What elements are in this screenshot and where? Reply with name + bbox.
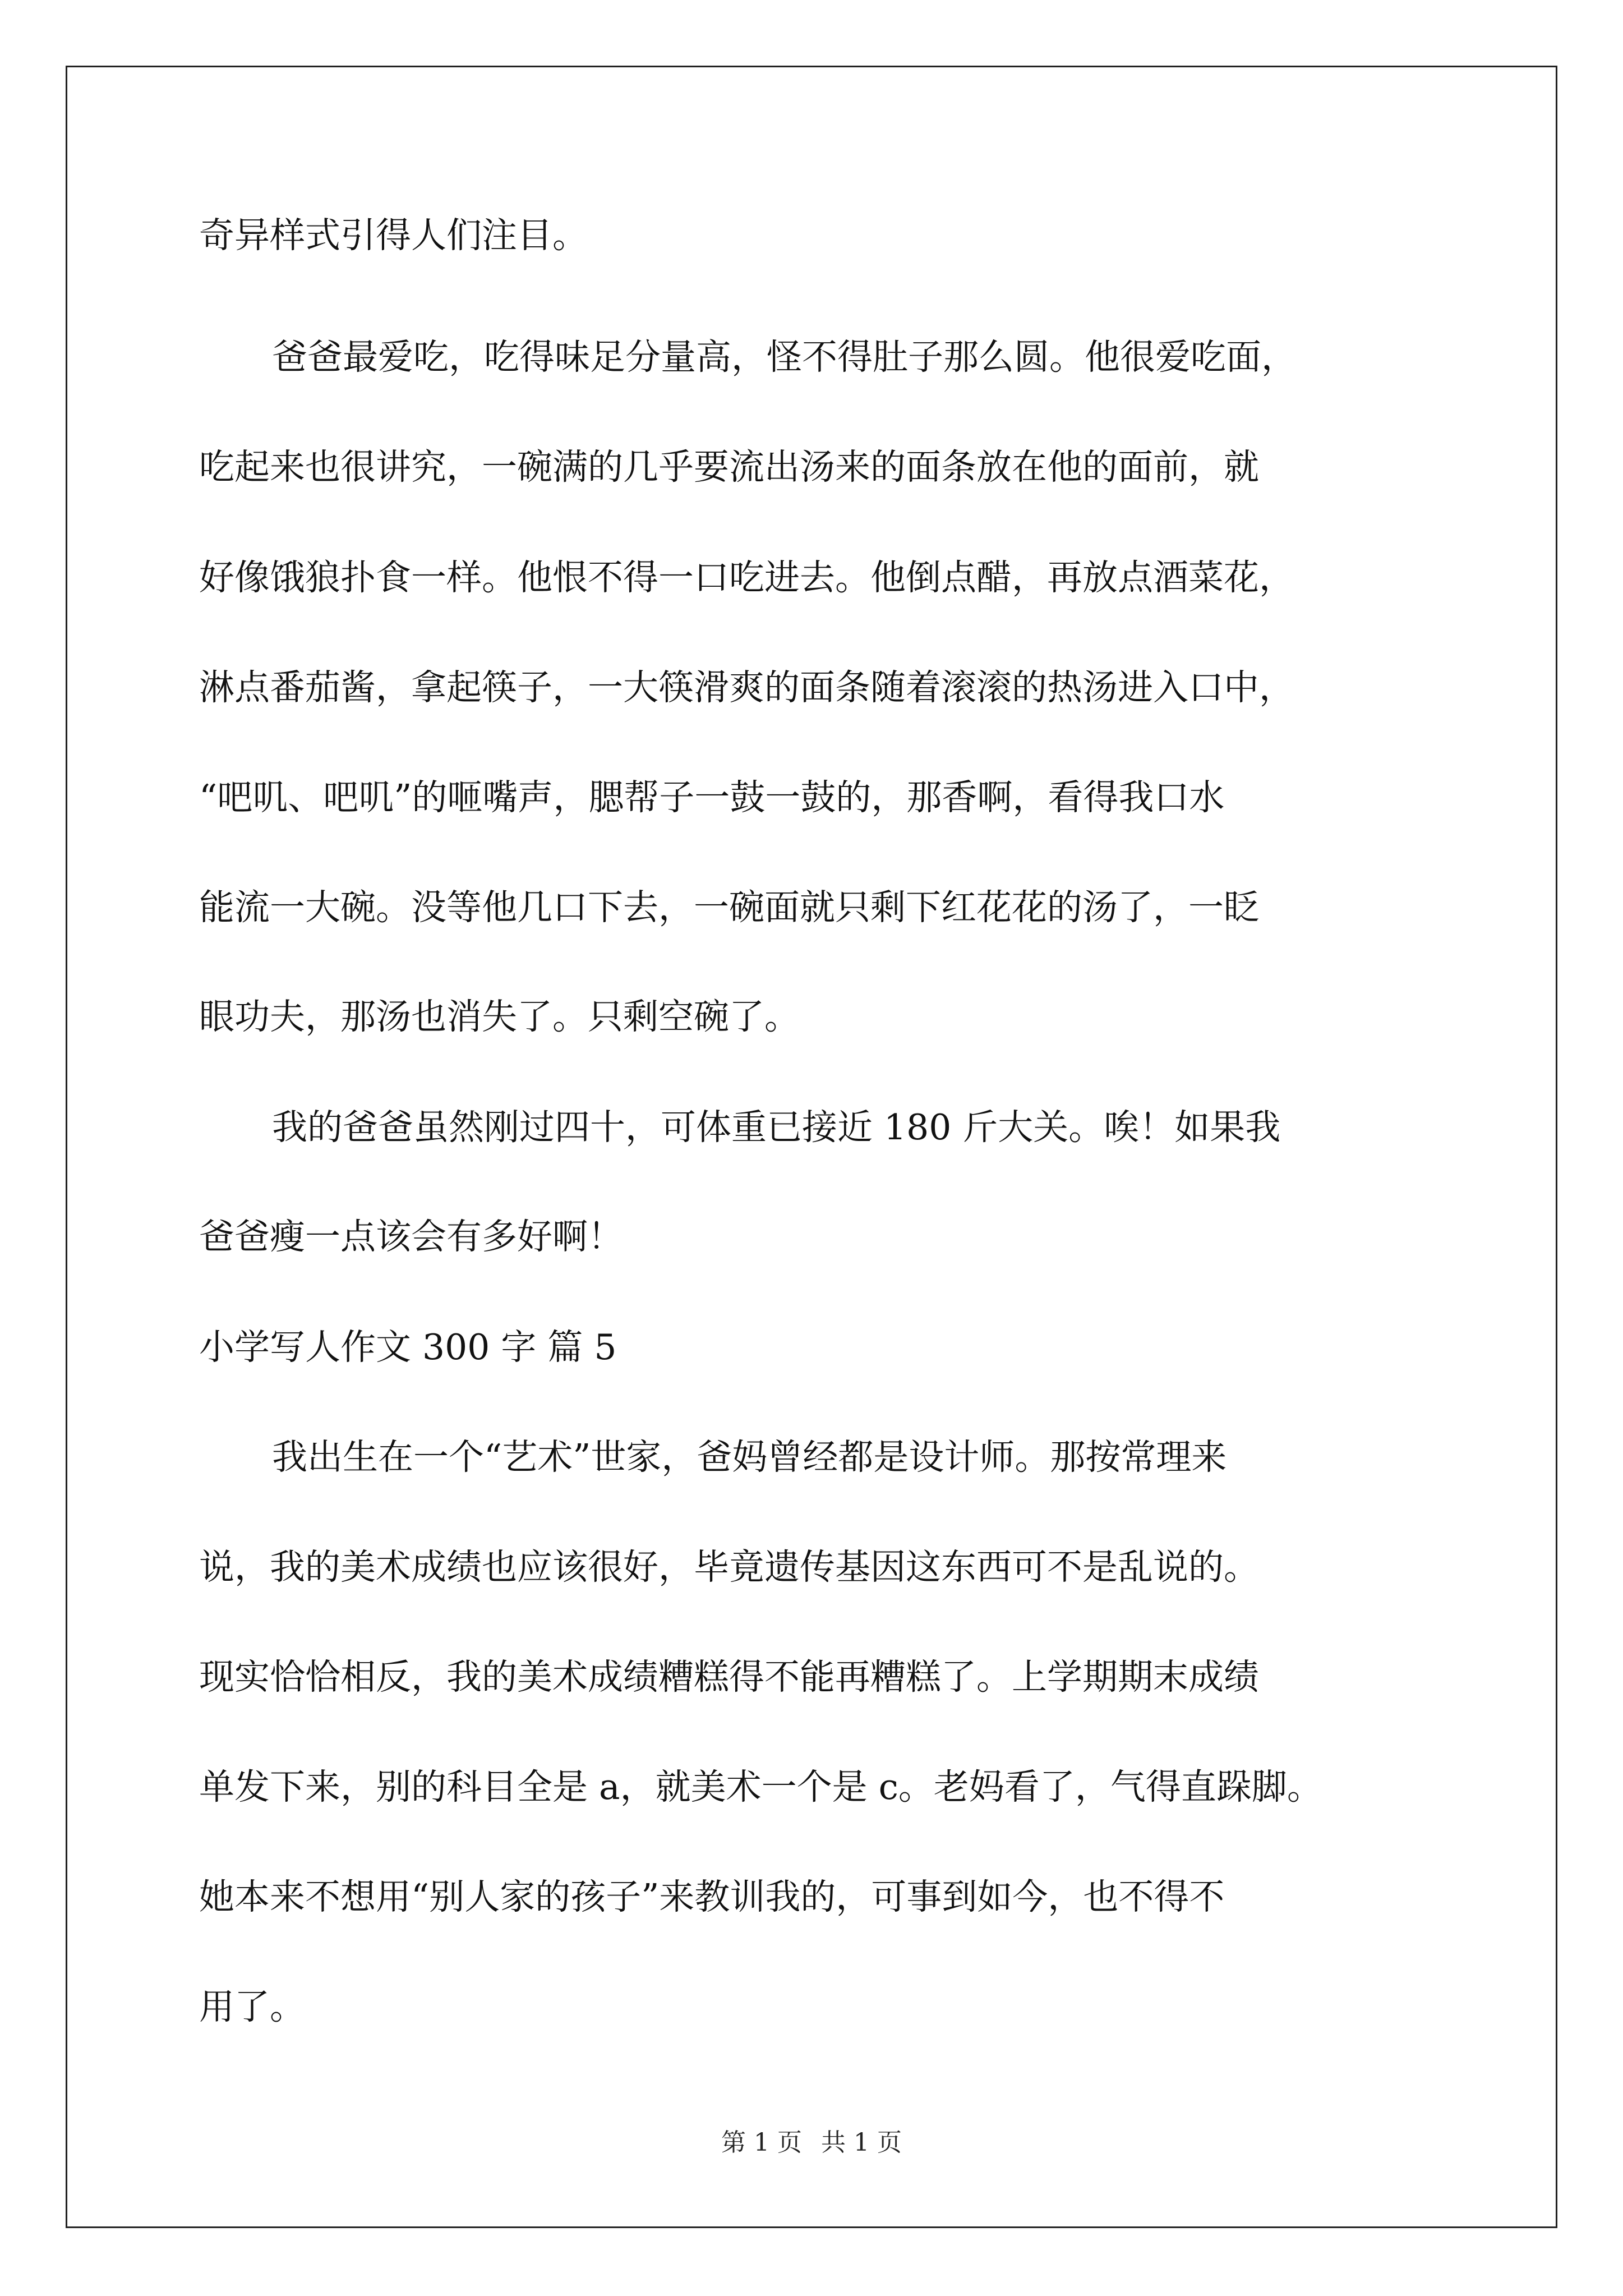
text-line: 淋点番茄酱，拿起筷子，一大筷滑爽的面条随着滚滚的热汤进入口中， xyxy=(199,667,1294,708)
text-line: 能流一大碗。没等他几口下去，一碗面就只剩下红花花的汤了，一眨 xyxy=(199,887,1259,928)
text-line: 她本来不想用“别人家的孩子”来教训我的，可事到如今，也不得不 xyxy=(199,1876,1225,1917)
text-line: 眼功夫，那汤也消失了。只剩空碗了。 xyxy=(199,996,800,1037)
text-line: 说，我的美术成绩也应该很好，毕竟遗传基因这东西可不是乱说的。 xyxy=(199,1547,1259,1588)
text-line: 吃起来也很讲究，一碗满的几乎要流出汤来的面条放在他的面前，就 xyxy=(199,447,1259,487)
page-total: 共 1 页 xyxy=(821,2128,902,2157)
text-line: 单发下来，别的科目全是 a，就美术一个是 c。老妈看了，气得直跺脚。 xyxy=(199,1766,1322,1807)
page-number: 第 1 页 xyxy=(721,2128,802,2157)
text-line: 现实恰恰相反，我的美术成绩糟糕得不能再糟糕了。上学期期末成绩 xyxy=(199,1657,1259,1697)
text-line: 爸爸瘦一点该会有多好啊！ xyxy=(199,1216,623,1257)
paragraph-line: 我的爸爸虽然刚过四十，可体重已接近 180 斤大关。唉！如果我 xyxy=(272,1107,1281,1148)
text-line: 奇异样式引得人们注目。 xyxy=(199,215,588,256)
text-line: 好像饿狼扑食一样。他恨不得一口吃进去。他倒点醋，再放点酒菜花， xyxy=(199,557,1294,598)
section-heading: 小学写人作文 300 字 篇 5 xyxy=(199,1327,617,1368)
paragraph-line: 爸爸最爱吃，吃得味足分量高，怪不得肚子那么圆。他很爱吃面， xyxy=(272,337,1297,378)
text-line: “吧叽、吧叽”的咂嘴声，腮帮子一鼓一鼓的，那香啊，看得我口水 xyxy=(199,777,1225,818)
page-footer xyxy=(0,2127,1623,2159)
text-line: 用了。 xyxy=(199,1986,305,2027)
paragraph-line: 我出生在一个“艺术”世家，爸妈曾经都是设计师。那按常理来 xyxy=(272,1437,1227,1478)
